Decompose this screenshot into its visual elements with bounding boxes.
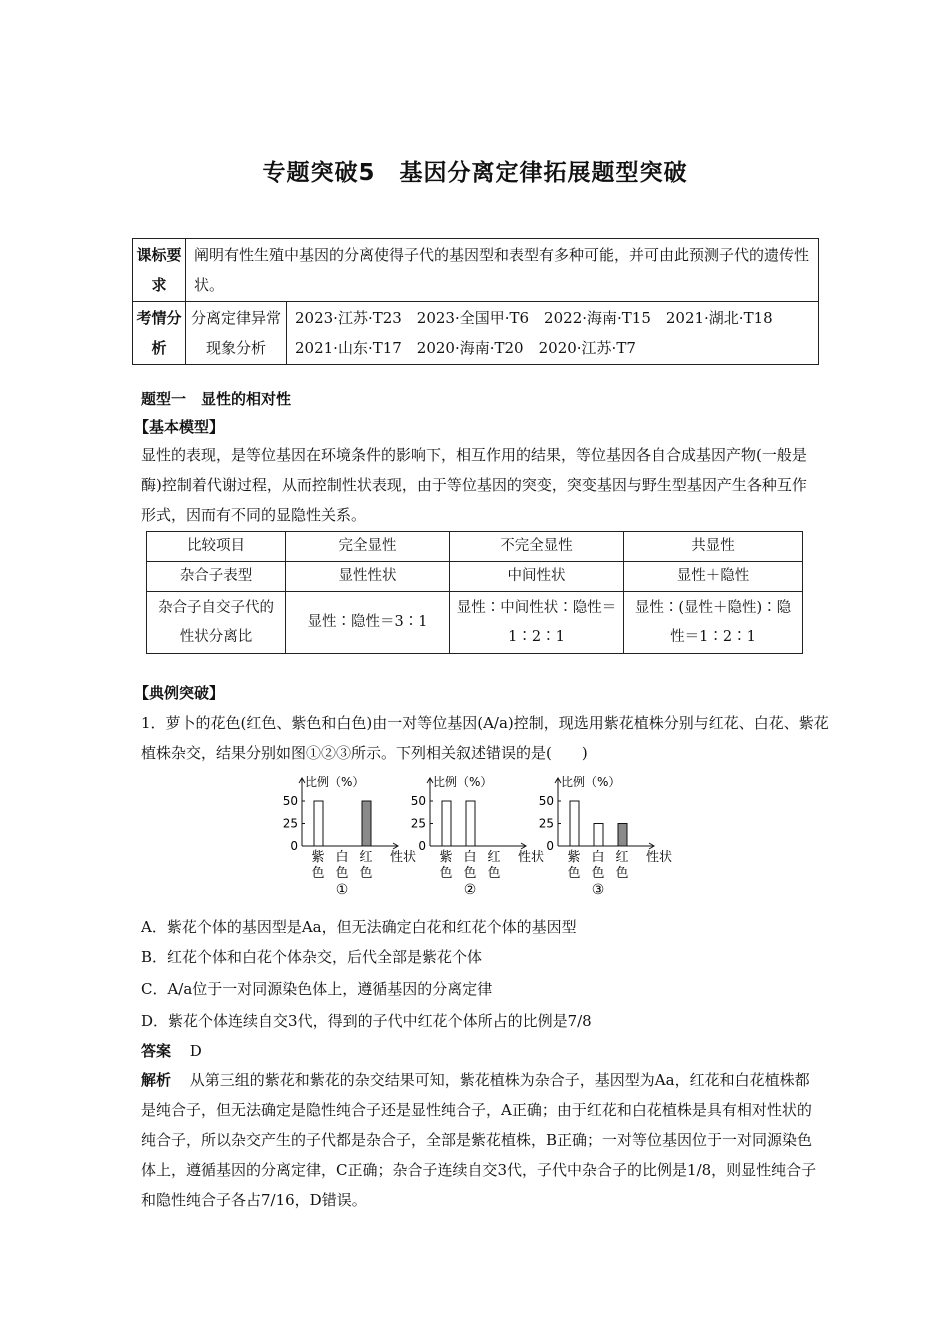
category-label: 红: [359, 850, 373, 865]
section-heading: 题型一 显性的相对性: [141, 390, 292, 408]
category-label: 白: [591, 850, 605, 865]
bar-3: [362, 801, 371, 846]
category-label: 色: [439, 866, 453, 881]
chart-number: ③: [591, 882, 605, 898]
bar-1: [314, 801, 323, 846]
y-tick-label: 25: [282, 816, 298, 831]
y-tick-label: 25: [410, 816, 426, 831]
category-label: 色: [463, 866, 477, 881]
exam-list: [287, 302, 819, 365]
category-label: 色: [591, 866, 605, 881]
option-c: C．A/a位于一对同源染色体上，遵循基因的分离定律: [141, 980, 493, 998]
bar-3: [618, 824, 627, 847]
compare-cell: 中间性状: [450, 562, 624, 592]
category-label: 紫: [439, 850, 453, 865]
page-title: 专题突破5 基因分离定律拓展题型突破: [262, 160, 688, 186]
answer-label: 答案: [141, 1042, 172, 1060]
category-label: 色: [335, 866, 349, 881]
basic-model-label: 【基本模型】: [134, 418, 225, 436]
compare-header-cell: 比较项目: [147, 532, 286, 562]
bar-charts: [280, 770, 680, 910]
x-axis-label: 性状: [390, 850, 417, 865]
category-label: 色: [359, 866, 373, 881]
compare-table: [146, 531, 803, 654]
y-axis-label: 比例（%）: [305, 775, 365, 789]
compare-cell: 杂合子表型: [147, 562, 286, 592]
analysis-label: 解析: [141, 1071, 172, 1089]
compare-cell: 显性∶中间性状∶隐性＝1∶2∶1: [450, 592, 624, 654]
analysis-sub: 分离定律异常现象分析: [186, 302, 287, 365]
bar-1: [442, 801, 451, 846]
basic-model-text: 显性的表现，是等位基因在环境条件的影响下，相互作用的结果，等位基因各自合成基因产物(一般是酶)控制着代谢过程，从而控制性状表现，由于等位基因的突变，突变基因与野生型基因产生各种互作形式，因而有不同的显隐性关系。: [141, 446, 807, 524]
bar-2: [466, 801, 475, 846]
question-text: 1．萝卜的花色(红色、紫色和白色)由一对等位基因(A/a)控制，现选用紫花植株分别与红花、白花、紫花植株杂交，结果分别如图①②③所示。下列相关叙述错误的是( ): [141, 714, 829, 762]
bar-2: [594, 824, 603, 847]
category-label: 红: [487, 850, 501, 865]
category-label: 白: [463, 850, 477, 865]
compare-header-cell: 不完全显性: [450, 532, 624, 562]
compare-cell: 显性＋隐性: [624, 562, 803, 592]
category-label: 色: [615, 866, 629, 881]
y-tick-label: 25: [538, 816, 554, 831]
chart-number: ①: [335, 882, 349, 898]
chart-number: ②: [463, 882, 477, 898]
category-label: 色: [311, 866, 325, 881]
category-label: 白: [335, 850, 349, 865]
analysis-text: 从第三组的紫花和紫花的杂交结果可知，紫花植株为杂合子，基因型为Aa，红花和白花植株都是纯合子，但无法确定是隐性纯合子还是显性纯合子，A正确；由于红花和白花植株是具有相对性状的纯合子，所以杂交产生的子代都是杂合子，全部是紫花植株，B正确；一对等位基因位于一对同源染色体上，遵循基因的分离定律，C正确；杂合子连续自交3代，子代中杂合子的比例是1/8，则显性纯合子和隐性纯合子各占7/16，D错误。: [141, 1071, 817, 1209]
category-label: 紫: [311, 850, 325, 865]
y-tick-label: 0: [290, 839, 298, 853]
analysis-paragraph: [141, 1065, 821, 1215]
compare-header-cell: 共显性: [624, 532, 803, 562]
y-axis-label: 比例（%）: [561, 775, 621, 789]
y-axis-label: 比例（%）: [433, 775, 493, 789]
answer-line: [141, 1040, 202, 1061]
compare-header-cell: 完全显性: [286, 532, 450, 562]
bar-1: [570, 801, 579, 846]
option-b: B．红花个体和白花个体杂交，后代全部是紫花个体: [141, 948, 483, 966]
option-a: A．紫花个体的基因型是Aa，但无法确定白花和红花个体的基因型: [141, 918, 577, 936]
exam-line-2: 2021·山东·T17 2020·海南·T20 2020·江苏·T7: [295, 339, 636, 357]
category-label: 红: [615, 850, 629, 865]
compare-cell: 杂合子自交子代的性状分离比: [147, 592, 286, 654]
category-label: 色: [567, 866, 581, 881]
y-tick-label: 0: [418, 839, 426, 853]
compare-cell: 显性∶隐性＝3∶1: [286, 592, 450, 654]
y-tick-label: 50: [538, 794, 554, 808]
example-label: 【典例突破】: [134, 684, 225, 702]
category-label: 色: [487, 866, 501, 881]
compare-cell: 显性性状: [286, 562, 450, 592]
curriculum-table: [132, 238, 819, 365]
y-tick-label: 50: [282, 794, 298, 808]
x-axis-label: 性状: [518, 850, 545, 865]
compare-cell: 显性∶(显性＋隐性)∶隐性＝1∶2∶1: [624, 592, 803, 654]
exam-line-1: 2023·江苏·T23 2023·全国甲·T6 2022·海南·T15 2021·湖北·T18: [295, 309, 773, 327]
y-tick-label: 50: [410, 794, 426, 808]
requirement-head: 课标要求: [133, 239, 186, 302]
answer-value: D: [189, 1042, 202, 1060]
analysis-head: 考情分析: [133, 302, 186, 365]
option-d: D．紫花个体连续自交3代，得到的子代中红花个体所占的比例是7/8: [141, 1012, 592, 1030]
requirement-text: 阐明有性生殖中基因的分离使得子代的基因型和表型有多种可能，并可由此预测子代的遗传性状。: [186, 239, 819, 302]
category-label: 紫: [567, 850, 581, 865]
x-axis-label: 性状: [646, 850, 673, 865]
y-tick-label: 0: [546, 839, 554, 853]
